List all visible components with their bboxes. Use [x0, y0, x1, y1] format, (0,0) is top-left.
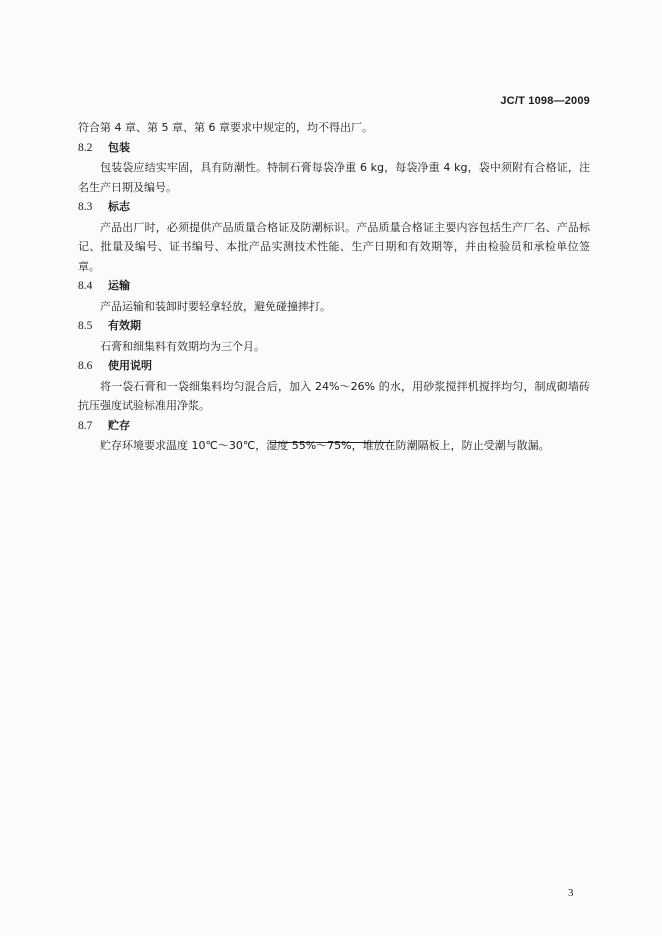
section-heading — [78, 197, 590, 218]
section-title: 包装 — [108, 140, 130, 154]
section-number: 8.2 — [78, 141, 93, 154]
section-number: 8.4 — [78, 280, 93, 292]
intro-line: 符合第 4 章、第 5 章、第 6 章要求中规定的，均不得出厂。 — [78, 121, 373, 134]
section-number: 8.5 — [78, 320, 93, 332]
section-title: 有效期 — [108, 319, 141, 332]
section-title: 贮存 — [108, 418, 130, 432]
section-title: 标志 — [108, 200, 130, 213]
section-title: 运输 — [108, 279, 130, 292]
section-heading — [78, 356, 590, 377]
section-text: 产品出厂时，必须提供产品质量合格证及防潮标识。产品质量合格证主要内容包括生产厂名、产品标记、批量及编号、证书编号、本批产品实测技术性能、生产日期和有效期等，并由检验员和承检单位签章。 — [78, 220, 590, 273]
section-heading — [78, 276, 590, 297]
standard-code: JC/T 1098—2009 — [500, 95, 590, 107]
section-number: 8.7 — [78, 419, 93, 432]
page-number: 3 — [568, 887, 574, 899]
section-text: 产品运输和装卸时要轻拿轻放，避免碰撞摔打。 — [100, 299, 331, 313]
section-heading — [78, 316, 590, 337]
section-text: 贮存环境要求温度 10℃～30℃，湿度 55%～75%，堆放在防潮隔板上，防止受潮与散漏。 — [100, 439, 550, 452]
section-number: 8.3 — [78, 201, 93, 213]
section-heading — [78, 138, 590, 159]
section-text: 将一袋石膏和一袋细集料均匀混合后，加入 24%～26% 的水，用砂浆搅拌机搅拌均匀，制成砌墙砖抗压强度试验标准用净浆。 — [78, 379, 590, 412]
document-body — [78, 118, 590, 456]
end-divider — [270, 442, 393, 443]
section-text: 石膏和细集料有效期均为三个月。 — [100, 339, 265, 353]
section-number: 8.6 — [78, 360, 93, 372]
section-title: 使用说明 — [108, 359, 152, 372]
section-text: 包装袋应结实牢固，具有防潮性。特制石膏每袋净重 6 kg，每袋净重 4 kg，袋中须附有合格证，注名生产日期及编号。 — [78, 161, 590, 194]
section-heading — [78, 416, 590, 437]
